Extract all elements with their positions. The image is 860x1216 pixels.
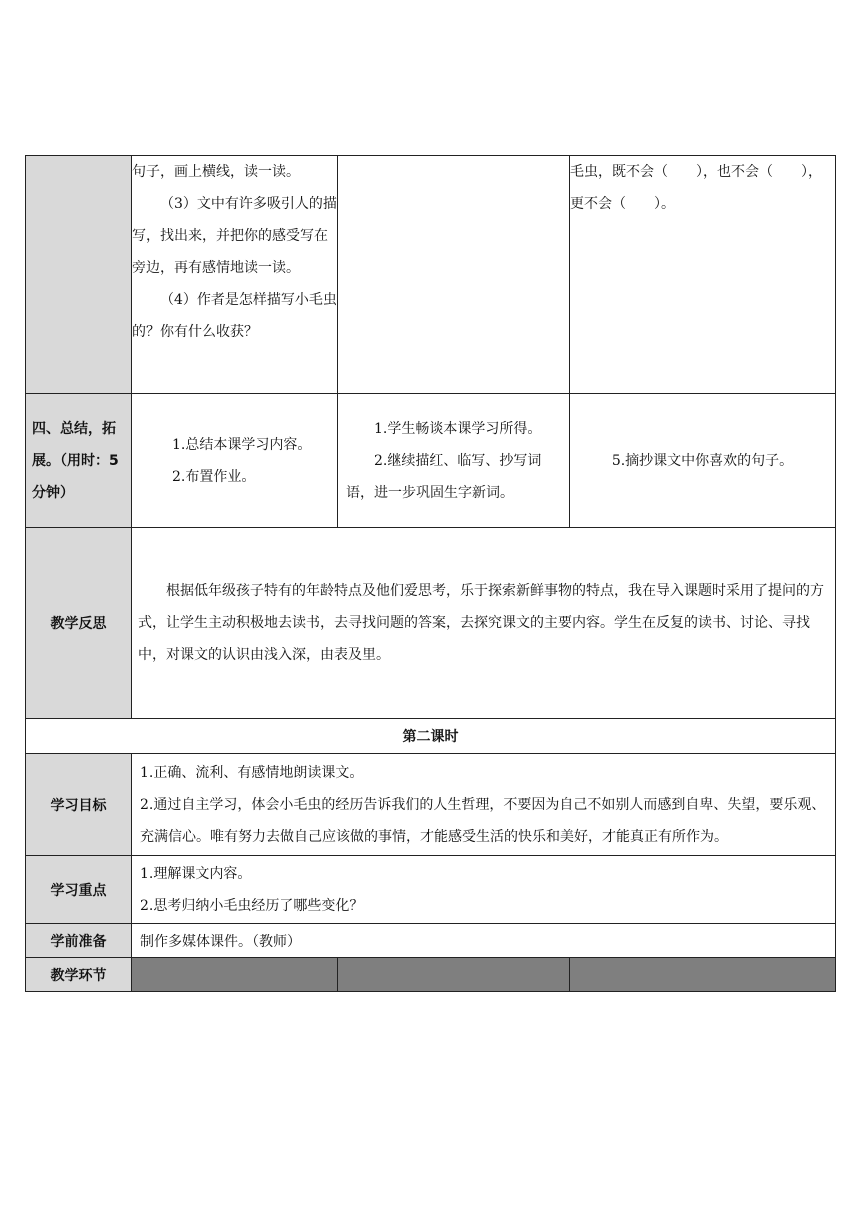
- continuation-row: [26, 156, 836, 394]
- reflection-cell: [132, 528, 836, 719]
- focus-label: 学习重点: [26, 856, 132, 924]
- second-lesson-title: 第二课时: [26, 719, 836, 754]
- prep-row: [26, 924, 836, 958]
- goals-row: [26, 754, 836, 856]
- activity-line: 句子，画上横线，读一读。: [132, 164, 300, 180]
- reflection-row: [26, 528, 836, 719]
- teacher-activity-cell: [132, 394, 338, 528]
- second-lesson-row: [26, 719, 836, 754]
- reflection-label: 教学反思: [26, 528, 132, 719]
- goals-cell: [132, 754, 836, 856]
- practice-cell: [570, 394, 836, 528]
- lesson-plan-table: [25, 155, 836, 992]
- focus-item: 2.思考归纳小毛虫经历了哪些变化？: [140, 897, 364, 914]
- focus-item: 1.理解课文内容。: [140, 865, 252, 882]
- student-item: 1.学生畅谈本课学习所得。: [374, 420, 542, 437]
- steps-col-teacher: [132, 958, 338, 992]
- goal-item: 2.通过自主学习，体会小毛虫的经历告诉我们的人生哲理，不要因为自己不如别人而感到自卑、失望，要乐观、充满信心。唯有努力去做自己应该做的事情，才能感受生活的快乐和美好，才能真正有所作为。: [140, 796, 826, 845]
- empty-cell: [338, 156, 570, 394]
- summary-row: [26, 394, 836, 528]
- focus-row: [26, 856, 836, 924]
- steps-row: [26, 958, 836, 992]
- fill-blank-cell: [570, 156, 836, 394]
- teacher-item: 2.布置作业。: [172, 468, 256, 485]
- student-item: 2.继续描红、临写、抄写词语，进一步巩固生字新词。: [346, 452, 542, 501]
- steps-col-student: [338, 958, 570, 992]
- activity-item-3: （3）文中有许多吸引人的描写，找出来，并把你的感受写在旁边，再有感情地读一读。: [132, 196, 337, 276]
- prep-cell: [132, 924, 836, 958]
- row-label-empty: [26, 156, 132, 394]
- prep-label: 学前准备: [26, 924, 132, 958]
- activity-cell: [132, 156, 338, 394]
- summary-label: 四、总结，拓展。（用时：5分钟）: [26, 394, 132, 528]
- practice-item: 5.摘抄课文中你喜欢的句子。: [611, 452, 794, 469]
- focus-cell: [132, 856, 836, 924]
- teacher-item: 1.总结本课学习内容。: [172, 436, 312, 453]
- steps-col-practice: [570, 958, 836, 992]
- fill-blank-text: 毛虫，既不会（ ），也不会（ ），更不会（ ）。: [570, 164, 822, 212]
- reflection-text: 根据低年级孩子特有的年龄特点及他们爱思考，乐于探索新鲜事物的特点，我在导入课题时采用了提问的方式，让学生主动积极地去读书，去寻找问题的答案，去探究课文的主要内容。学生在反复的读书、讨论、寻找中，对课文的认识由浅入深，由表及里。: [138, 583, 824, 663]
- goal-item: 1.正确、流利、有感情地朗读课文。: [140, 764, 364, 781]
- activity-item-4: （4）作者是怎样描写小毛虫的？你有什么收获？: [132, 292, 337, 340]
- steps-label: 教学环节: [26, 958, 132, 992]
- student-activity-cell: [338, 394, 570, 528]
- prep-text: 制作多媒体课件。（教师）: [140, 933, 301, 950]
- goals-label: 学习目标: [26, 754, 132, 856]
